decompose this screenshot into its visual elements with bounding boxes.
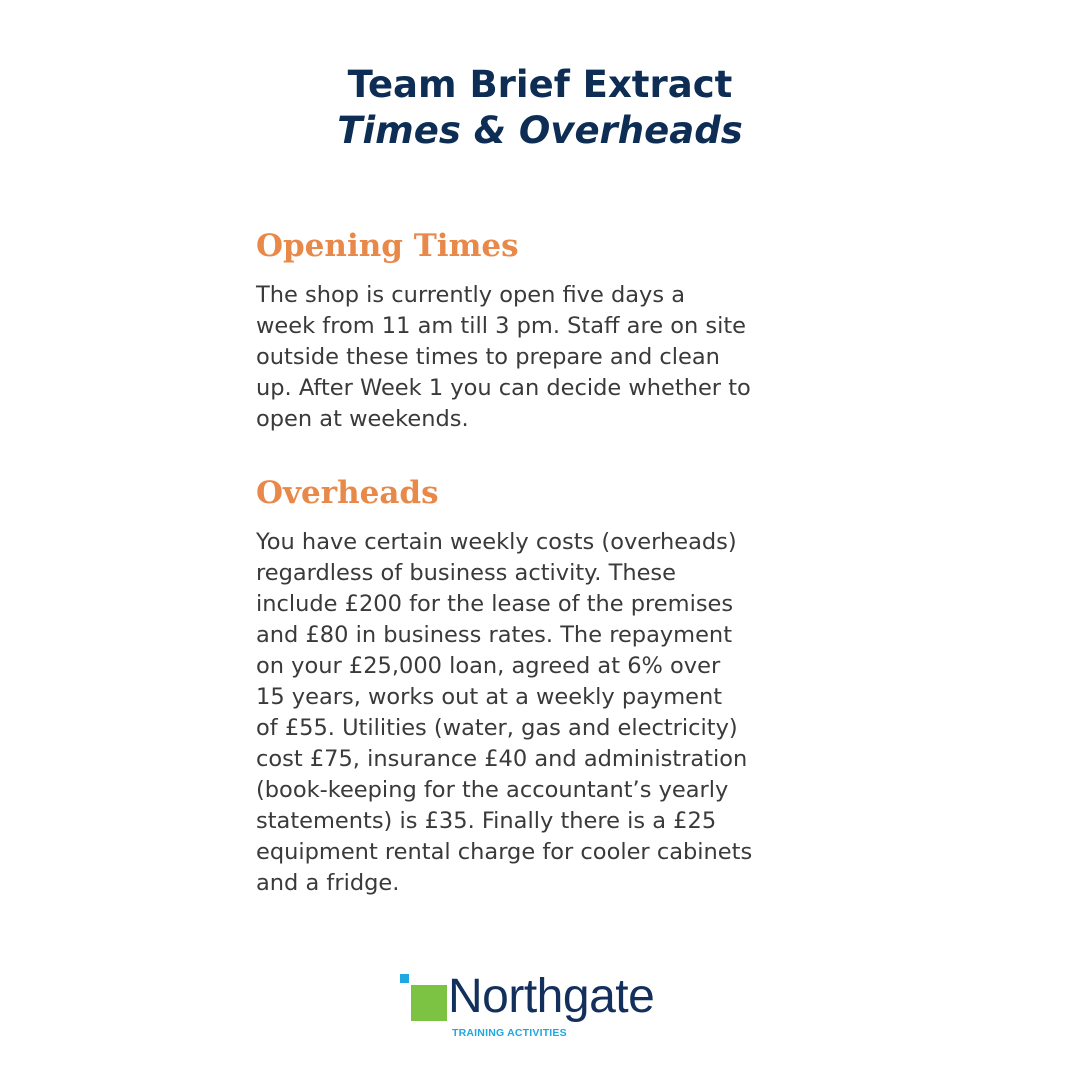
- section-heading: Overheads: [256, 475, 439, 511]
- page-subtitle: Times & Overheads: [337, 109, 743, 152]
- northgate-logo: [398, 972, 688, 1042]
- section-overheads: [256, 473, 836, 899]
- section-opening-times: [256, 226, 836, 435]
- page-header: [0, 62, 1080, 154]
- team-brief-extract: [256, 226, 836, 899]
- section-heading: Opening Times: [256, 228, 519, 264]
- logo-tagline: TRAINING ACTIVITIES: [452, 1027, 567, 1039]
- logo-blue-square: [400, 974, 409, 983]
- page-title: Team Brief Extract: [347, 63, 733, 106]
- northgate-logo-mark-icon: [398, 972, 450, 1024]
- logo-wordmark: Northgate: [448, 970, 655, 1023]
- section-body: You have certain weekly costs (overheads) regardless of business activity. These include £200 for the lease of the premises and £80 in business rates. The repayment on your £25,000 loan, agreed at 6% over 15 years, works out at a weekly payment of £55. Utilities (water, gas and electricity) cost £75, insurance £40 and administration (book-keeping for the accountant’s yearly statements) is £35. Finally there is a £25 equipment rental charge for cooler cabinets and a fridge.: [256, 529, 753, 896]
- section-body: The shop is currently open five days a week from 11 am till 3 pm. Staff are on site outside these times to prepare and clean up. After Week 1 you can decide whether to open at weekends.: [256, 282, 751, 432]
- logo-green-square: [411, 985, 447, 1021]
